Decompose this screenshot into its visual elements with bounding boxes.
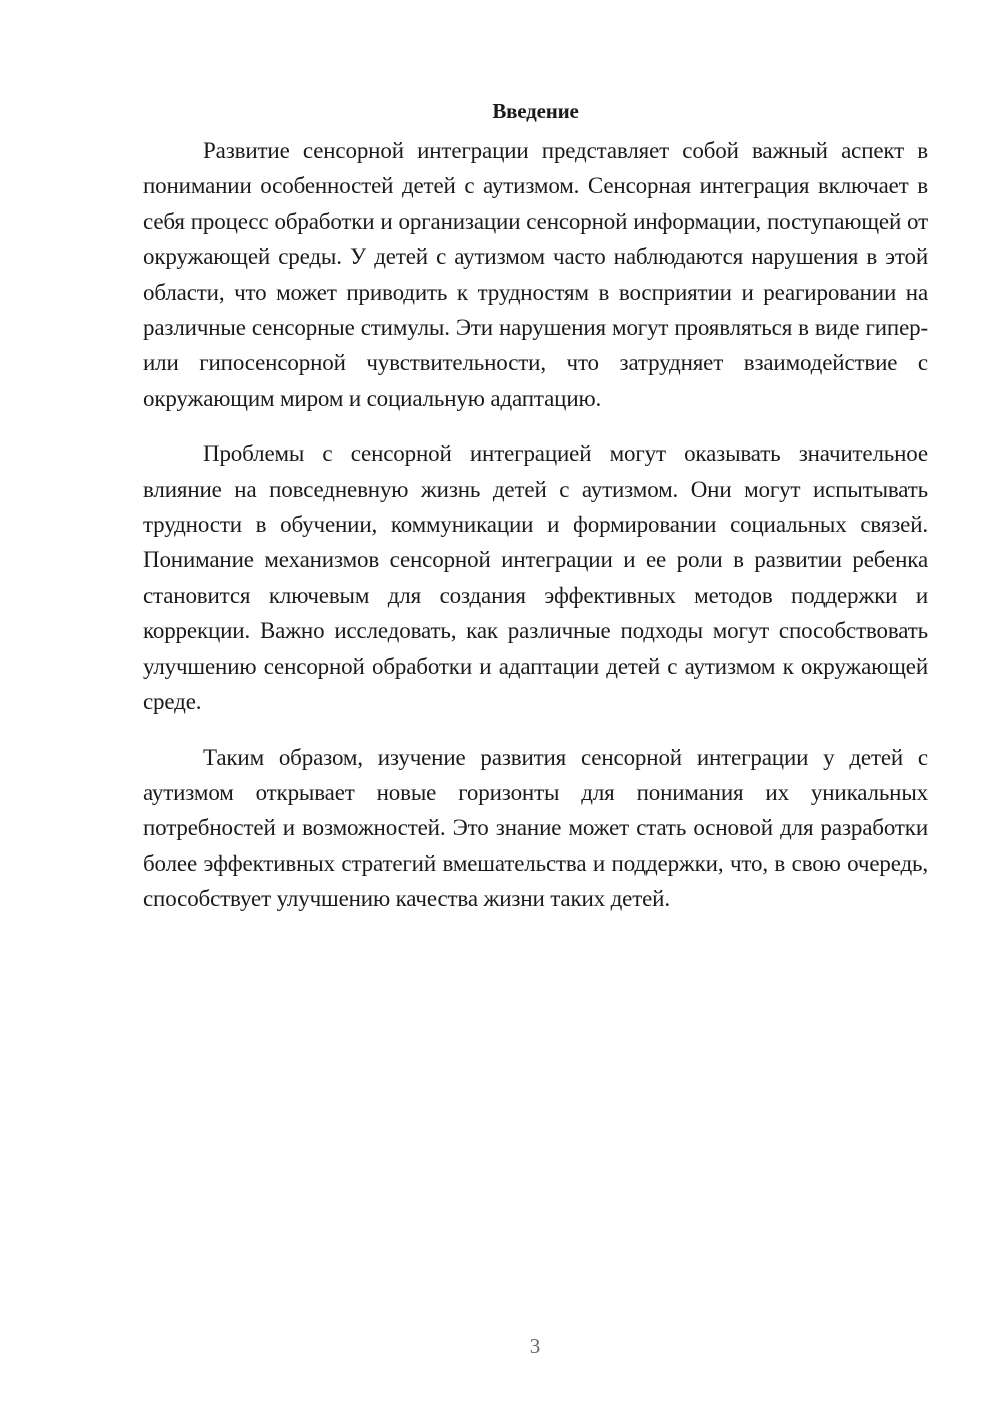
page-content	[143, 96, 928, 937]
paragraph-3: Таким образом, изучение развития сенсорной интеграции у детей с аутизмом открывает новые горизонты для понимания их уникальных потребностей и возможностей. Это знание может стать основой для разработки более эффективных стратегий вмешательства и поддержки, что, в свою очередь, способствует улучшению качества жизни таких детей.	[143, 744, 928, 912]
page-number: 3	[529, 1334, 541, 1358]
paragraph-1: Развитие сенсорной интеграции представляет собой важный аспект в понимании особенностей детей с аутизмом. Сенсорная интеграция включает в себя процесс обработки и организации сенсорной информации, поступающей от окружающей среды. У детей с аутизмом часто наблюдаются нарушения в этой области, что может приводить к трудностям в восприятии и реагировании на различные сенсорные стимулы. Эти нарушения могут проявляться в виде гипер- или гипосенсорной чувствительности, что затрудняет взаимодействие с окружающим миром и социальную адаптацию.	[143, 138, 928, 411]
section-heading: Введение	[492, 99, 579, 123]
paragraph-2: Проблемы с сенсорной интеграцией могут оказывать значительное влияние на повседневную жизнь детей с аутизмом. Они могут испытывать трудности в обучении, коммуникации и формировании социальных связей. Понимание механизмов сенсорной интеграции и ее роли в развитии ребенка становится ключевым для создания эффективных методов поддержки и коррекции. Важно исследовать, как различные подходы могут способствовать улучшению сенсорной обработки и адаптации детей с аутизмом к окружающей среде.	[143, 441, 928, 715]
